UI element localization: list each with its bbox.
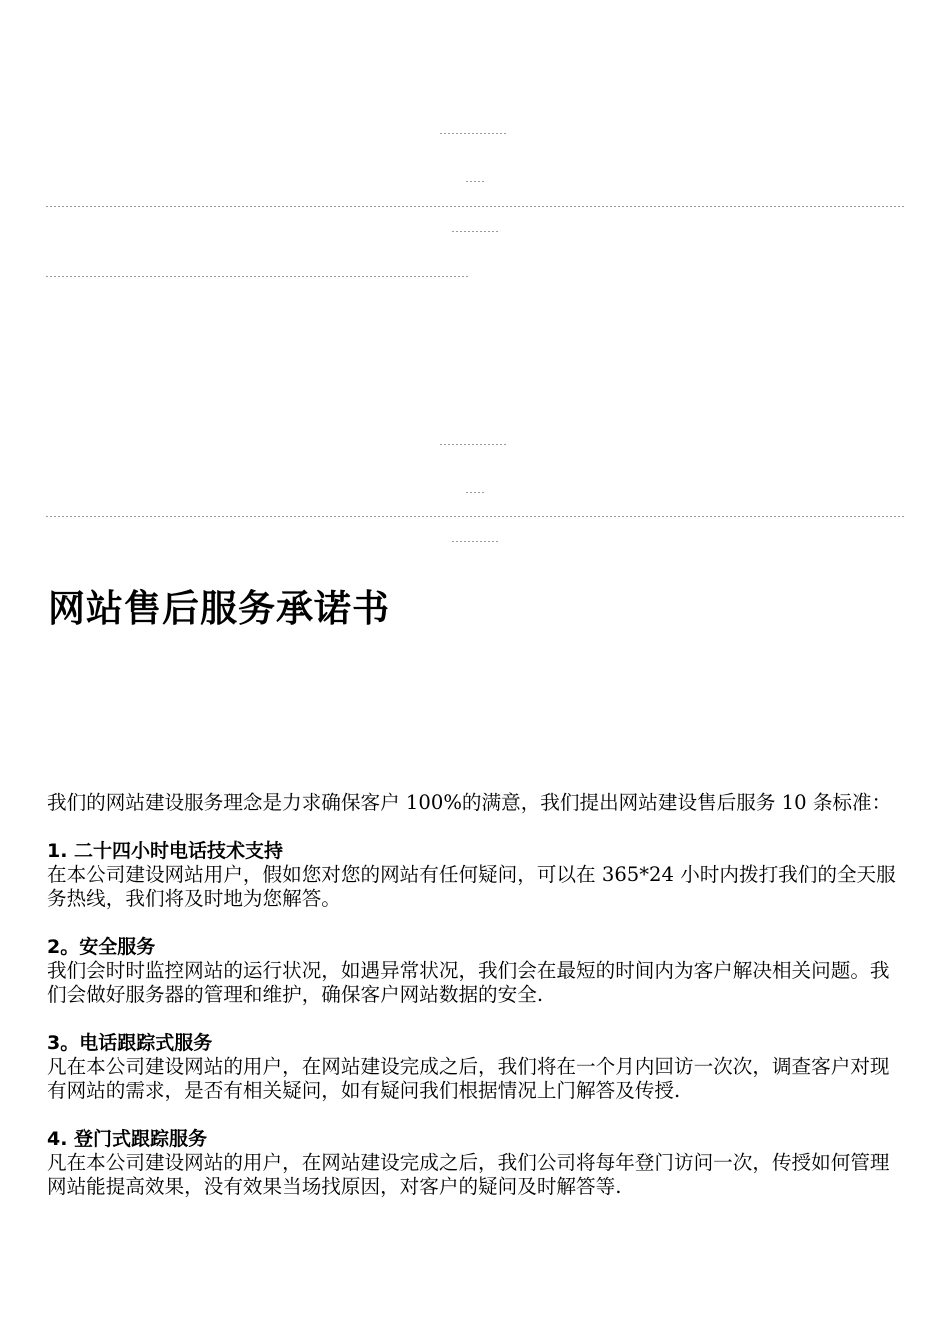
section-body: 凡在本公司建设网站的用户，在网站建设完成之后，我们公司将每年登门访问一次，传授如何管理网站能提高效果，没有效果当场找原因，对客户的疑问及时解答等. <box>47 1151 890 1198</box>
page-title: 网站售后服务承诺书 <box>48 587 390 630</box>
header-rule-mid-1 <box>452 231 498 232</box>
section-heading: 2。安全服务 <box>47 936 156 958</box>
header-rule-tiny-2 <box>466 492 486 493</box>
section-1 <box>47 839 907 911</box>
section-heading: 1. 二十四小时电话技术支持 <box>47 840 284 862</box>
section-4 <box>47 1127 907 1199</box>
header-rule-short-1 <box>440 133 508 134</box>
header-rule-full-2 <box>46 516 906 517</box>
intro-paragraph: 我们的网站建设服务理念是力求确保客户 100%的满意，我们提出网站建设售后服务 10 条标准： <box>47 791 892 814</box>
section-body: 在本公司建设网站用户，假如您对您的网站有任何疑问，可以在 365*24 小时内拨打我们的全天服务热线，我们将及时地为您解答。 <box>47 863 896 910</box>
document-body <box>47 791 907 1199</box>
section-body: 凡在本公司建设网站的用户，在网站建设完成之后，我们将在一个月内回访一次次，调查客户对现有网站的需求，是否有相关疑问，如有疑问我们根据情况上门解答及传授. <box>47 1055 890 1102</box>
header-rule-long-1 <box>46 276 468 277</box>
header-rule-mid-2 <box>452 541 498 542</box>
header-rule-full-1 <box>46 206 906 207</box>
header-rule-tiny-1 <box>466 181 486 182</box>
section-heading: 4. 登门式跟踪服务 <box>47 1128 208 1150</box>
section-3 <box>47 1031 907 1103</box>
section-body: 我们会时时监控网站的运行状况，如遇异常状况，我们会在最短的时间内为客户解决相关问题。我们会做好服务器的管理和维护，确保客户网站数据的安全. <box>47 959 890 1006</box>
section-2 <box>47 935 907 1007</box>
header-rule-short-2 <box>440 444 508 445</box>
section-heading: 3。电话跟踪式服务 <box>47 1032 213 1054</box>
